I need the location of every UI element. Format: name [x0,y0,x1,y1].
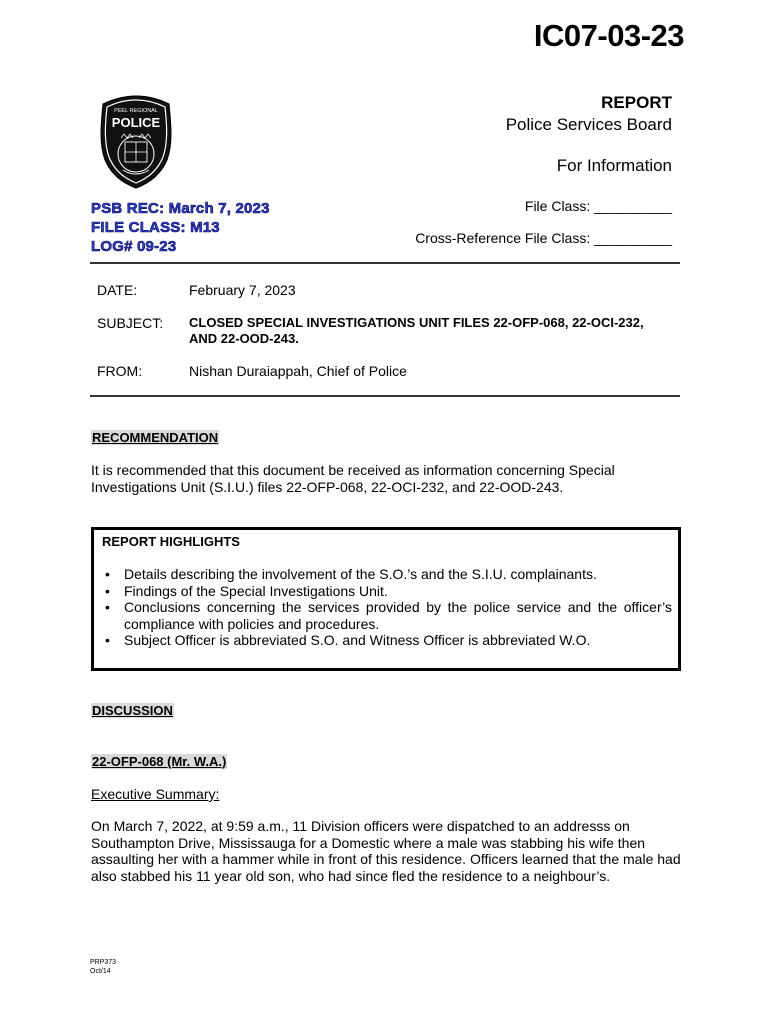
report-highlights-box [91,527,681,671]
psb-file-class-stamp: FILE CLASS: M13 [91,219,220,236]
recommendation-text: It is recommended that this document be received as information concerning Special Investigations Unit (S.I.U.) files 22-OFP-068, 22-OCI-232, and 22-OOD-243. [91,462,615,495]
peel-regional-police-badge-logo [95,94,177,190]
meta-divider [90,395,680,397]
file-class-field: File Class: __________ [524,198,672,214]
executive-summary-text: On March 7, 2022, at 9:59 a.m., 11 Division officers were dispatched to an addresss on Southampton Drive, Mississauga for a Domestic where a male was stabbing his wife then assaulting her with a hammer while in front of this residence. Officers learned that the male had also stabbed his 11 year old son, who had since fled the residence to a neighbour’s. [91,818,681,884]
subject-label: SUBJECT: [97,315,164,331]
report-purpose: For Information [556,156,672,175]
board-name: Police Services Board [505,115,672,134]
report-label: REPORT [601,93,672,112]
list-item: • Subject Officer is abbreviated S.O. and Witness Officer is abbreviated W.O. [102,632,672,649]
header-divider [90,262,680,264]
form-code-footer [90,958,116,976]
discussion-heading: DISCUSSION [92,703,173,718]
cross-reference-file-class-field: Cross-Reference File Class: __________ [415,230,672,246]
document-number: IC07-03-23 [533,18,684,53]
list-item: • Details describing the involvement of the S.O.’s and the S.I.U. complainants. [102,566,672,583]
psb-rec-stamp: PSB REC: March 7, 2023 [91,200,270,217]
subject-value: CLOSED SPECIAL INVESTIGATIONS UNIT FILES 22-OFP-068, 22-OCI-232, AND 22-OOD-243. [189,315,644,346]
report-highlights-list [102,566,672,649]
date-value: February 7, 2023 [189,282,296,298]
from-value: Nishan Duraiappah, Chief of Police [189,363,407,379]
form-code: PRP373 [90,959,117,966]
report-highlights-title: REPORT HIGHLIGHTS [102,534,240,549]
from-label: FROM: [97,363,143,379]
case-heading: 22-OFP-068 (Mr. W.A.) [92,754,227,769]
police-badge-icon [95,94,177,190]
psb-log-stamp: LOG# 09-23 [91,238,177,255]
form-date: Oct/14 [90,968,111,975]
executive-summary-heading: Executive Summary: [91,786,220,802]
logo-main-text: POLICE [111,115,161,130]
date-label: DATE: [97,282,138,298]
recommendation-heading: RECOMMENDATION [92,430,219,445]
list-item: • Conclusions concerning the services provided by the police service and the officer’s compliance with policies and procedures. [102,599,672,632]
list-item: • Findings of the Special Investigations Unit. [102,583,672,600]
logo-top-text: PEEL REGIONAL [114,108,158,114]
